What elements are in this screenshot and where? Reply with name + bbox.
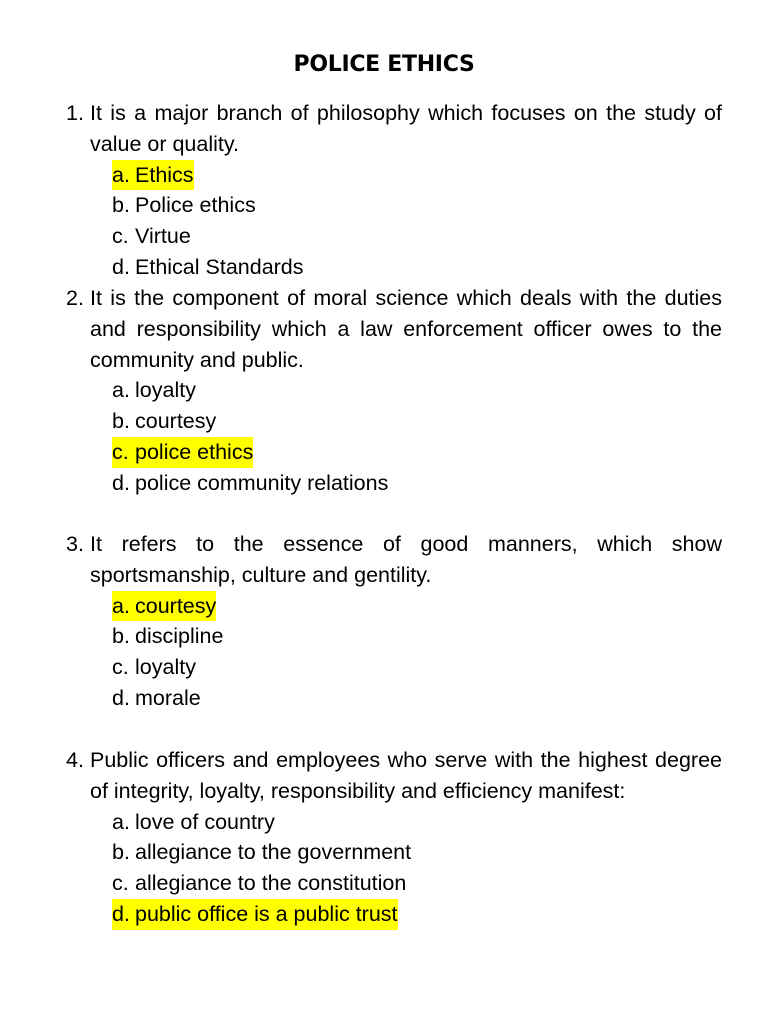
option-text: loyalty <box>135 378 196 403</box>
answer-option-b <box>66 837 722 868</box>
answer-option-c <box>66 652 722 683</box>
answer-option-a <box>66 375 722 406</box>
question-text: It is a major branch of philosophy which focuses on the study of value or quality. <box>90 101 722 156</box>
question-number: 1. <box>66 101 84 125</box>
question-text: Public officers and employees who serve with the highest degree of integrity, loyalty, responsibility and efficiency manifest: <box>90 748 722 803</box>
answer-option-b <box>66 190 722 221</box>
option-letter: d. <box>112 685 130 710</box>
option-text: discipline <box>135 624 224 649</box>
answer-option-c <box>66 868 722 899</box>
option-text: Ethical Standards <box>135 254 304 279</box>
page-title: POLICE ETHICS <box>293 52 475 77</box>
option-letter: a. <box>112 162 130 187</box>
option-text: police ethics <box>135 439 254 464</box>
answer-options <box>66 591 722 714</box>
answer-option-c <box>66 221 722 252</box>
answer-option-d <box>66 683 722 714</box>
answer-option-c <box>66 437 722 468</box>
option-letter: a. <box>112 378 130 403</box>
answer-highlight <box>112 437 253 468</box>
answer-options <box>66 375 722 498</box>
option-text: morale <box>135 685 201 710</box>
answer-option-a <box>66 591 722 622</box>
question-number: 3. <box>66 532 84 556</box>
question-number: 4. <box>66 748 84 772</box>
answer-option-a <box>66 807 722 838</box>
answer-highlight <box>112 899 398 930</box>
option-letter: b. <box>112 624 130 649</box>
question-4 <box>66 745 722 930</box>
question-2 <box>66 283 722 499</box>
answer-options <box>66 160 722 283</box>
option-letter: c. <box>112 871 129 896</box>
question-number: 2. <box>66 286 84 310</box>
answer-highlight <box>112 160 194 191</box>
option-text: courtesy <box>135 593 217 618</box>
option-letter: a. <box>112 593 130 618</box>
option-text: Ethics <box>135 162 194 187</box>
question-1 <box>66 98 722 283</box>
answer-option-b <box>66 621 722 652</box>
answer-option-d <box>66 468 722 499</box>
option-text: loyalty <box>135 655 196 680</box>
option-text: public office is a public trust <box>135 901 398 926</box>
option-text: love of country <box>135 809 275 834</box>
option-text: courtesy <box>135 409 217 434</box>
option-letter: d. <box>112 254 130 279</box>
option-text: allegiance to the government <box>135 840 412 865</box>
option-letter: d. <box>112 901 130 926</box>
option-text: police community relations <box>135 470 389 495</box>
option-letter: c. <box>112 655 129 680</box>
answer-option-b <box>66 406 722 437</box>
option-text: Virtue <box>135 224 191 249</box>
answer-highlight <box>112 591 216 622</box>
question-text: It refers to the essence of good manners, which show sportsmanship, culture and gentility. <box>90 532 722 587</box>
option-letter: b. <box>112 840 130 865</box>
answer-option-d <box>66 252 722 283</box>
option-text: allegiance to the constitution <box>135 871 407 896</box>
option-text: Police ethics <box>135 193 256 218</box>
question-3 <box>66 529 722 714</box>
answer-option-d <box>66 899 722 930</box>
option-letter: a. <box>112 809 130 834</box>
answer-option-a <box>66 160 722 191</box>
option-letter: c. <box>112 224 129 249</box>
option-letter: b. <box>112 193 130 218</box>
option-letter: b. <box>112 409 130 434</box>
question-text: It is the component of moral science which deals with the duties and responsibility which a law enforcement officer owes to the community and public. <box>90 286 722 372</box>
answer-options <box>66 807 722 930</box>
option-letter: d. <box>112 470 130 495</box>
option-letter: c. <box>112 439 129 464</box>
